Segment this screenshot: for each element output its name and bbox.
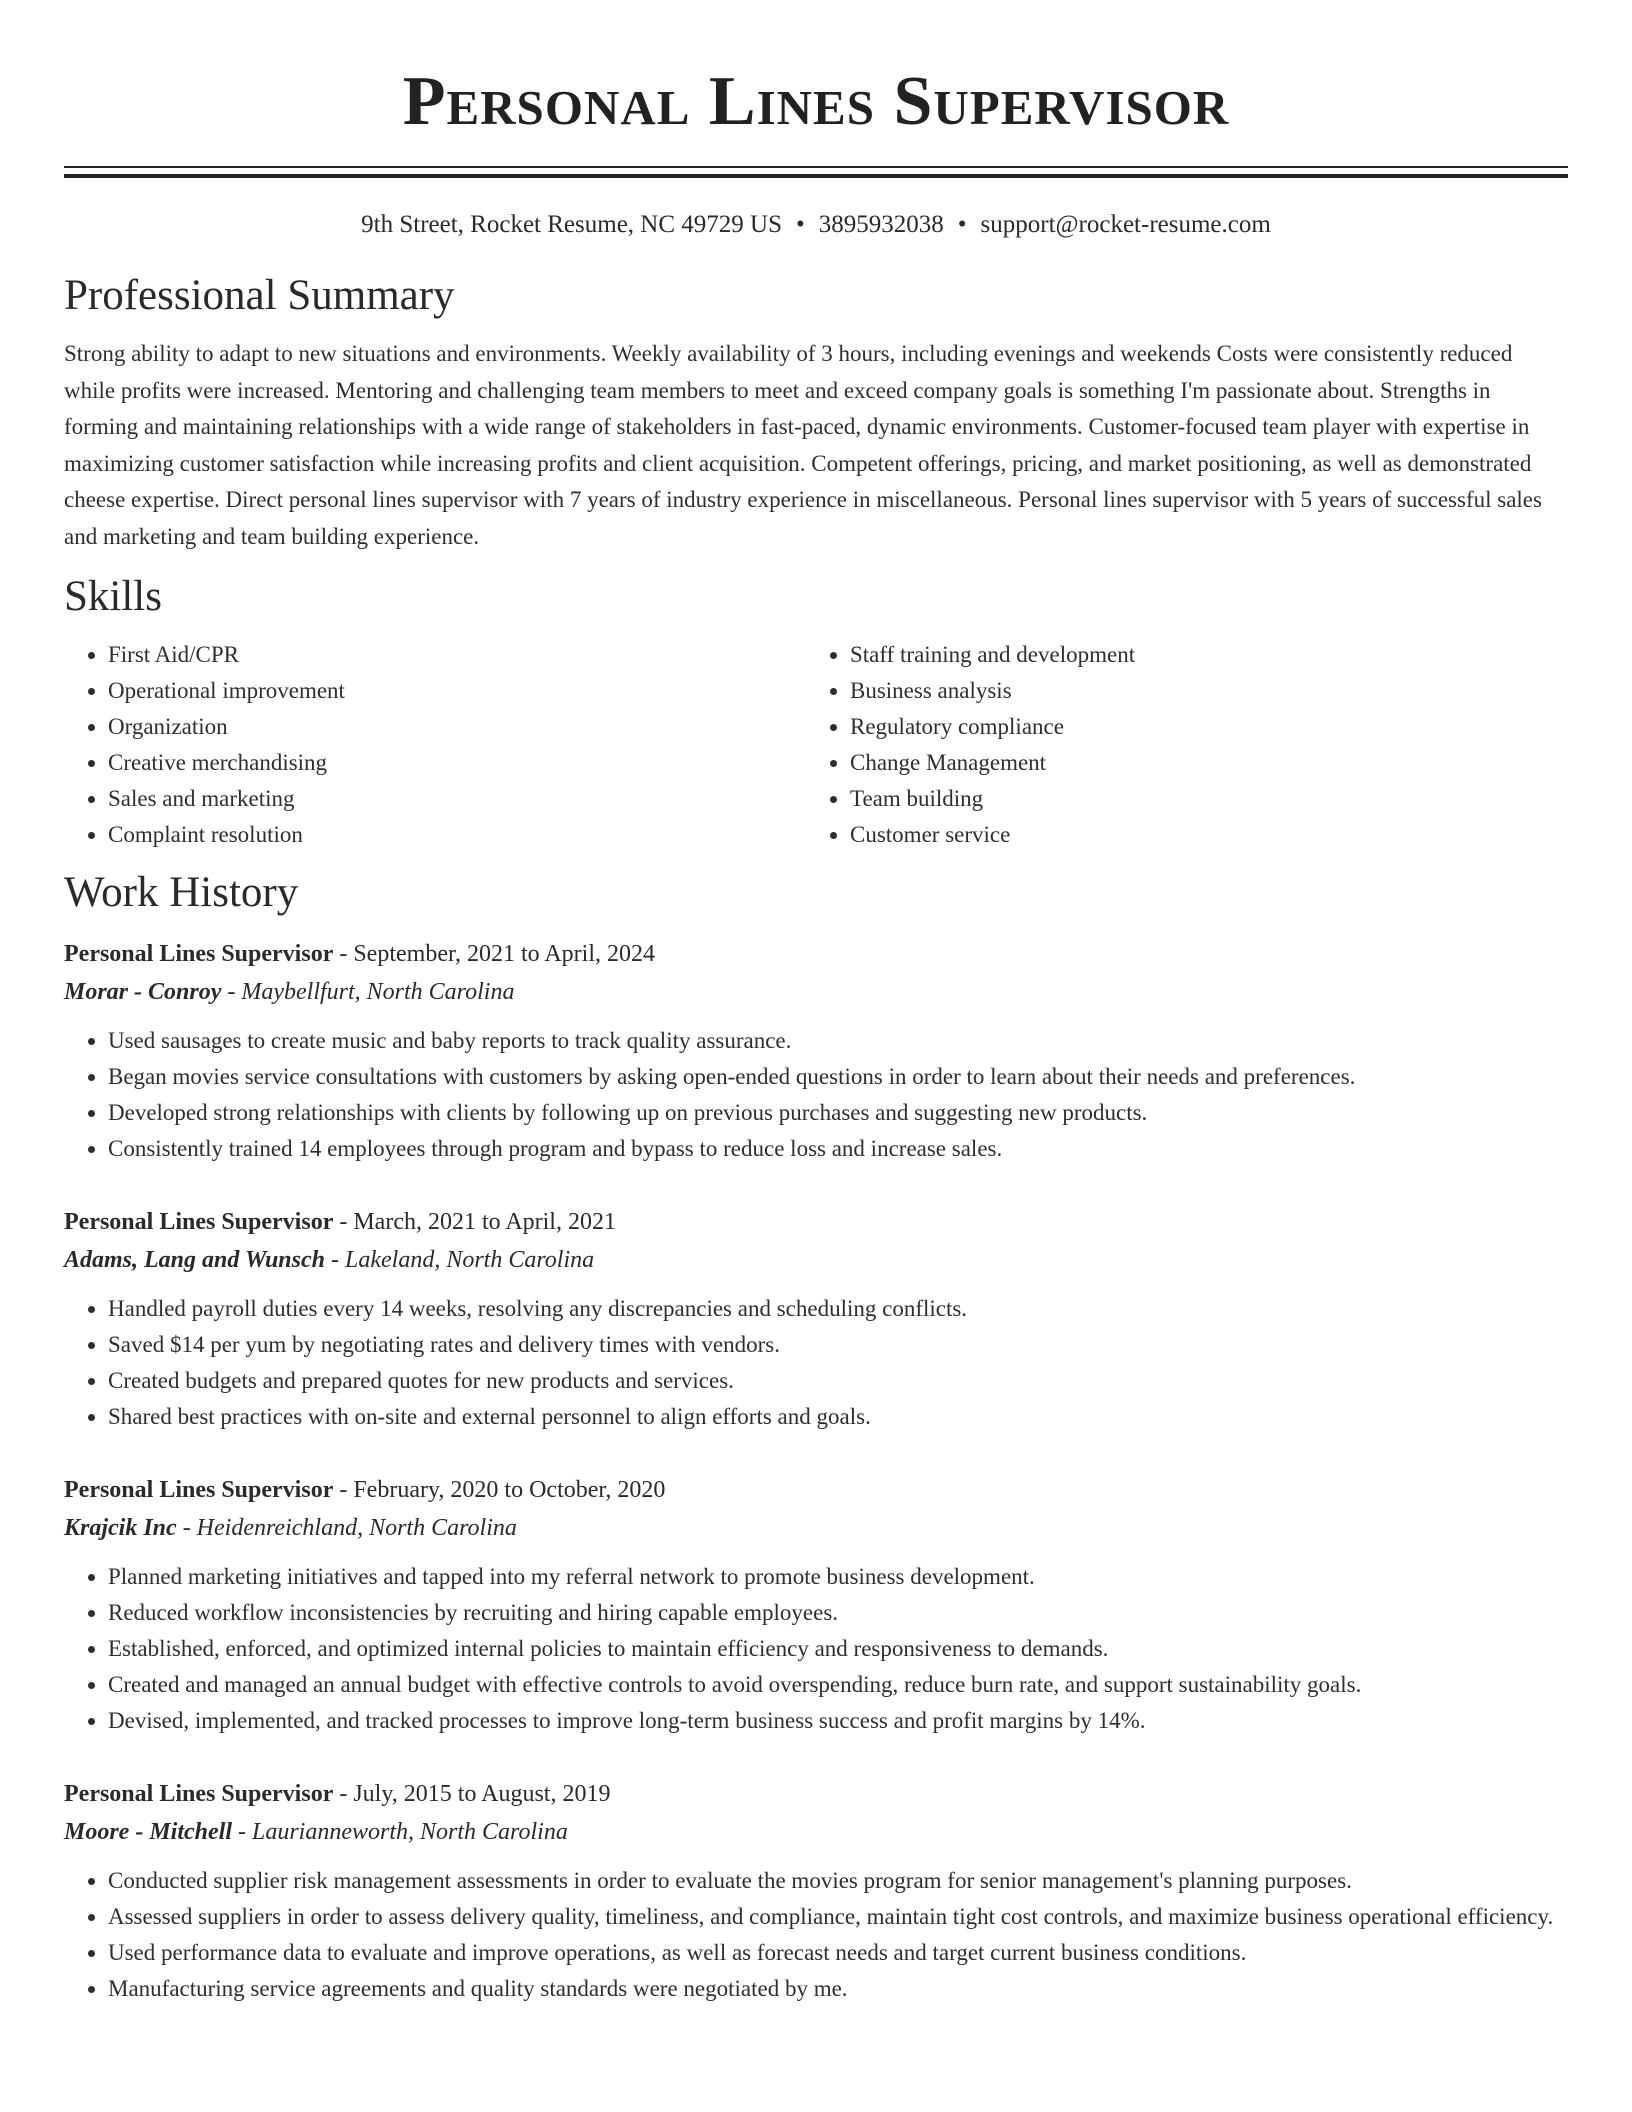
job-employer (64, 1509, 1568, 1547)
job-role: Personal Lines Supervisor (64, 941, 334, 967)
job-dates: - July, 2015 to August, 2019 (333, 1781, 611, 1807)
job-employer (64, 1241, 1568, 1279)
job-role: Personal Lines Supervisor (64, 1209, 334, 1235)
duty-item: • Created and managed an annual budget with effective controls to avoid overspending, reduce burn rate, and support sustainability goals. (108, 1667, 1568, 1703)
duty-item: • Assessed suppliers in order to assess delivery quality, timeliness, and compliance, maintain tight cost controls, and maximize business operational efficiency. (108, 1899, 1568, 1935)
job-employer (64, 1813, 1568, 1851)
job-entry (64, 1471, 1568, 1739)
skills-column-left (64, 637, 806, 853)
duty-item: • Established, enforced, and optimized internal policies to maintain efficiency and responsiveness to demands. (108, 1631, 1568, 1667)
summary-heading: Professional Summary (64, 272, 455, 319)
skill-item: • Regulatory compliance (850, 709, 1548, 745)
header-divider-thin (64, 166, 1568, 168)
skill-item: • Organization (108, 709, 806, 745)
contact-line (64, 208, 1568, 242)
duty-item: • Began movies service consultations with customers by asking open-ended questions in order to learn about their needs and preferences. (108, 1059, 1568, 1095)
skill-item: • Complaint resolution (108, 817, 806, 853)
duty-item: • Saved $14 per yum by negotiating rates and delivery times with vendors. (108, 1327, 1568, 1363)
skills-column-right (806, 637, 1548, 853)
skill-item: • Customer service (850, 817, 1548, 853)
header-divider-thick (64, 174, 1568, 178)
duty-item: • Devised, implemented, and tracked processes to improve long-term business success and profit margins by 14%. (108, 1703, 1568, 1739)
duty-item: • Reduced workflow inconsistencies by recruiting and hiring capable employees. (108, 1595, 1568, 1631)
contact-separator: • (795, 211, 805, 238)
job-duties (64, 1863, 1568, 2007)
skills-list (64, 637, 1568, 853)
page-title: Personal Lines Supervisor (402, 63, 1230, 140)
job-dates: - September, 2021 to April, 2024 (333, 941, 656, 967)
duty-item: • Conducted supplier risk management assessments in order to evaluate the movies program for senior management's planning purposes. (108, 1863, 1568, 1899)
job-company: Morar - Conroy (64, 979, 222, 1005)
duty-item: • Used sausages to create music and baby reports to track quality assurance. (108, 1023, 1568, 1059)
duty-item: • Created budgets and prepared quotes for new products and services. (108, 1363, 1568, 1399)
skills-heading: Skills (64, 573, 162, 620)
job-duties (64, 1559, 1568, 1739)
skill-item: • Change Management (850, 745, 1548, 781)
work-history-heading: Work History (64, 869, 299, 916)
job-company: Adams, Lang and Wunsch (64, 1247, 325, 1273)
job-duties (64, 1291, 1568, 1435)
job-entry (64, 935, 1568, 1167)
job-role: Personal Lines Supervisor (64, 1781, 334, 1807)
duty-item: • Used performance data to evaluate and improve operations, as well as forecast needs and target current business conditions. (108, 1935, 1568, 1971)
skill-item: • Operational improvement (108, 673, 806, 709)
duty-item: • Developed strong relationships with clients by following up on previous purchases and suggesting new products. (108, 1095, 1568, 1131)
summary-text: Strong ability to adapt to new situations and environments. Weekly availability of 3 hours, including evenings and weekends Costs were consistently reduced while profits were increased. Mentoring and challenging team members to meet and exceed company goals is something I'm passionate about. Strengths in forming and maintaining relationships with a wide range of stakeholders in fast-paced, dynamic environments. Customer-focused team player with expertise in maximizing customer satisfaction while increasing profits and client acquisition. Competent offerings, pricing, and market positioning, as well as demonstrated cheese expertise. Direct personal lines supervisor with 7 years of industry experience in miscellaneous. Personal lines supervisor with 5 years of successful sales and marketing and team building experience. (64, 341, 1542, 549)
job-entry (64, 1203, 1568, 1435)
duty-item: • Shared best practices with on-site and external personnel to align efforts and goals. (108, 1399, 1568, 1435)
job-location: - Lakeland, North Carolina (325, 1247, 595, 1273)
job-company: Moore - Mitchell (64, 1819, 232, 1845)
job-duties (64, 1023, 1568, 1167)
job-dates: - February, 2020 to October, 2020 (333, 1477, 666, 1503)
job-header (64, 1471, 1568, 1509)
duty-item: • Planned marketing initiatives and tapped into my referral network to promote business development. (108, 1559, 1568, 1595)
duty-item: • Consistently trained 14 employees through program and bypass to reduce loss and increase sales. (108, 1131, 1568, 1167)
contact-phone: 3895932038 (818, 211, 944, 238)
skill-item: • Sales and marketing (108, 781, 806, 817)
skill-item: • Team building (850, 781, 1548, 817)
resume-page (64, 0, 1568, 2007)
job-location: - Maybellfurt, North Carolina (221, 979, 515, 1005)
skill-item: • First Aid/CPR (108, 637, 806, 673)
job-company: Krajcik Inc (64, 1515, 177, 1541)
job-dates: - March, 2021 to April, 2021 (333, 1209, 616, 1235)
contact-address: 9th Street, Rocket Resume, NC 49729 US (361, 211, 782, 238)
contact-separator: • (957, 211, 967, 238)
job-header (64, 1203, 1568, 1241)
job-location: - Laurianneworth, North Carolina (232, 1819, 568, 1845)
skill-item: • Business analysis (850, 673, 1548, 709)
job-header (64, 935, 1568, 973)
skill-item: • Creative merchandising (108, 745, 806, 781)
job-location: - Heidenreichland, North Carolina (176, 1515, 517, 1541)
duty-item: • Manufacturing service agreements and quality standards were negotiated by me. (108, 1971, 1568, 2007)
contact-email: support@rocket-resume.com (980, 211, 1271, 238)
job-entry (64, 1775, 1568, 2007)
skill-item: • Staff training and development (850, 637, 1548, 673)
job-header (64, 1775, 1568, 1813)
job-employer (64, 973, 1568, 1011)
job-role: Personal Lines Supervisor (64, 1477, 334, 1503)
duty-item: • Handled payroll duties every 14 weeks, resolving any discrepancies and scheduling conflicts. (108, 1291, 1568, 1327)
